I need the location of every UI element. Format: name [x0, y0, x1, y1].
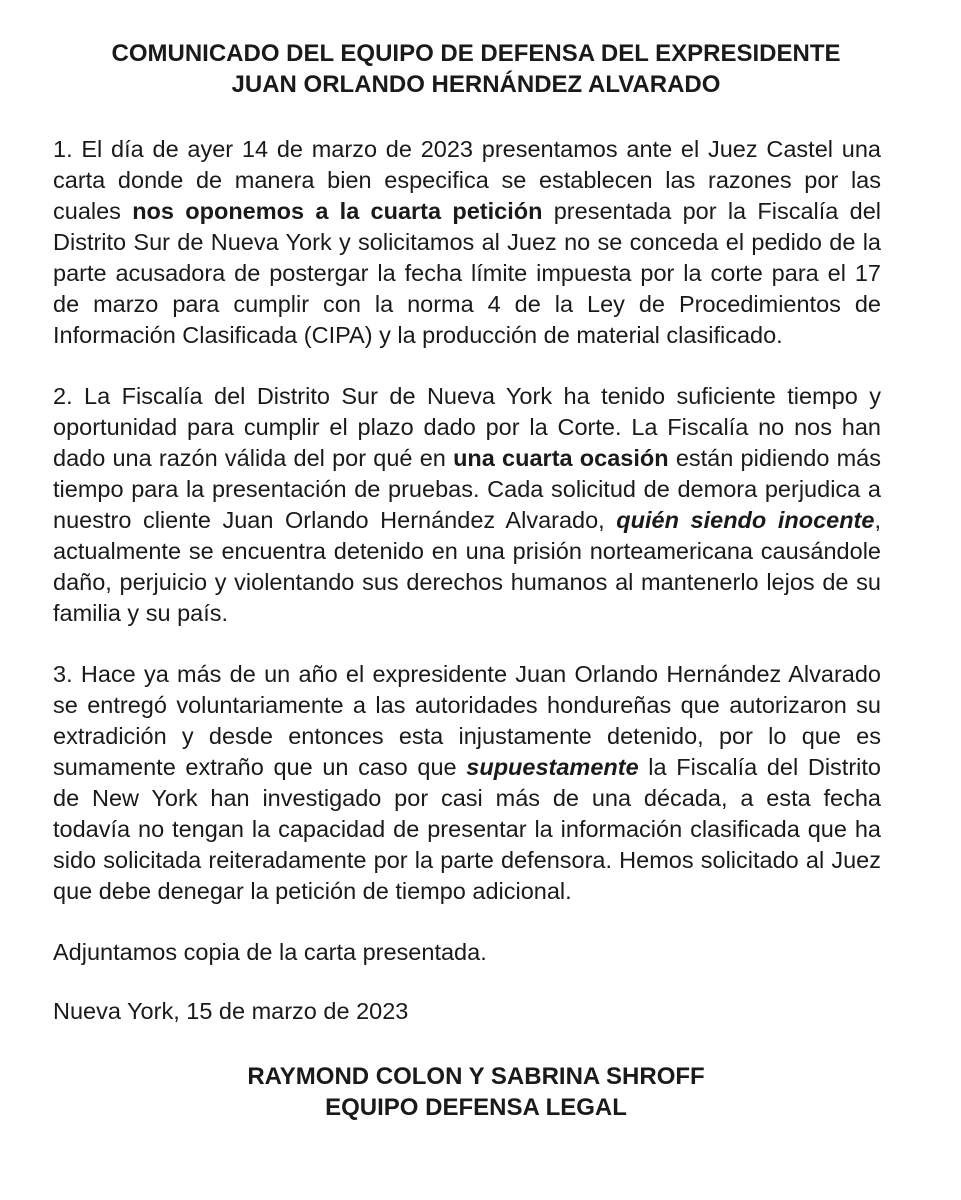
paragraph-3-text: 3. Hace ya más de un año el expresidente Juan Orlando Hernández Alvarado se entregó voluntariamente a las autoridades hondureñas que autorizaron su extradición y desde entonces esta injustamente detenido, por lo que es sumamente extraño que un caso que: [53, 661, 881, 780]
attachment-note: Adjuntamos copia de la carta presentada.: [53, 939, 487, 965]
paragraph-2-bold-italic: quién siendo inocente: [616, 507, 875, 533]
signature-block: [53, 1061, 881, 1123]
title-line-2: JUAN ORLANDO HERNÁNDEZ ALVARADO: [231, 71, 721, 98]
paragraph-1: [53, 134, 881, 351]
paragraph-3-text-end: la Fiscalía del Distrito de New York han investigado por casi más de una década, a esta fecha todavía no tengan la capacidad de presentar la información clasificada que ha sido solicitada reiteradamente por la parte defensora. Hemos solicitado al Juez que debe denegar la petición de tiempo adicional.: [53, 754, 881, 904]
paragraph-1-text-end: presentada por la Fiscalía del Distrito Sur de Nueva York y solicitamos al Juez no se conceda el pedido de la parte acusadora de postergar la fecha límite impuesta por la corte para el 17 de marzo para cumplir con la norma 4 de la Ley de Procedimientos de Información Clasificada (CIPA) y la producción de material clasificado.: [53, 198, 881, 348]
paragraph-3: [53, 659, 881, 907]
signature-team: EQUIPO DEFENSA LEGAL: [325, 1094, 627, 1121]
paragraph-2-bold: una cuarta ocasión: [453, 445, 669, 471]
paragraph-1-text: 1. El día de ayer 14 de marzo de 2023 presentamos ante el Juez Castel una carta donde de manera bien especifica se establecen las razones por las cuales: [53, 136, 881, 224]
paragraph-1-bold: nos oponemos a la cuarta petición: [132, 198, 543, 224]
paragraph-3-bold-italic: supuestamente: [466, 754, 639, 780]
paragraph-2-text: 2. La Fiscalía del Distrito Sur de Nueva York ha tenido suficiente tiempo y oportunidad para cumplir el plazo dado por la Corte. La Fiscalía no nos han dado una razón válida del por qué en: [53, 383, 881, 471]
signature-names: RAYMOND COLON Y SABRINA SHROFF: [247, 1063, 705, 1090]
paragraph-2-text-mid: están pidiendo más tiempo para la presentación de pruebas. Cada solicitud de demora perjudica a nuestro cliente Juan Orlando Hernández Alvarado,: [53, 445, 881, 533]
document-title: [53, 38, 881, 100]
place-and-date: Nueva York, 15 de marzo de 2023: [53, 998, 409, 1024]
paragraph-2: [53, 381, 881, 629]
title-line-1: COMUNICADO DEL EQUIPO DE DEFENSA DEL EXPRESIDENTE: [111, 40, 841, 67]
paragraph-2-text-end: , actualmente se encuentra detenido en una prisión norteamericana causándole daño, perjuicio y violentando sus derechos humanos al mantenerlo lejos de su familia y su país.: [53, 507, 881, 626]
